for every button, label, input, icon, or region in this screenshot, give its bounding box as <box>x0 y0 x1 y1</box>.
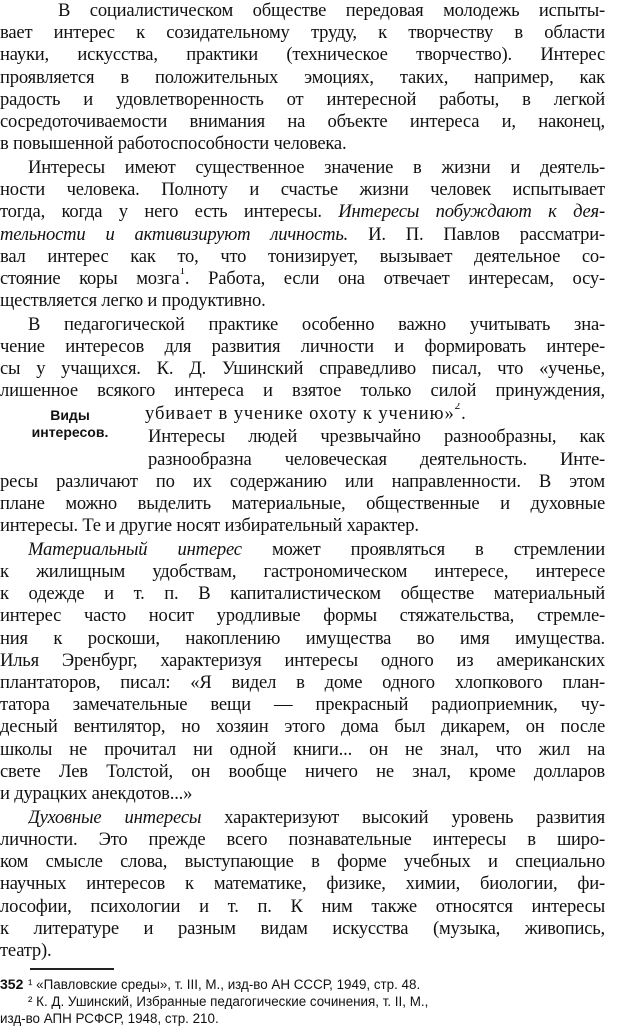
text-line: ществляется легко и продуктивно. <box>0 290 266 312</box>
text-line: ком смысле слова, выступающие в форме учебных и специально <box>0 851 605 873</box>
text-run: характеризуют высокий уровень развития <box>201 806 605 828</box>
text-run: . <box>461 402 467 424</box>
text-line: в повышенной работоспособности человека. <box>0 133 347 155</box>
text-line: сы у учащихся. К. Д. Ушинский справедливо писал, что «ученье, <box>0 358 605 380</box>
text-line: лишенное всякого интереса и взятое только силой принуждения, <box>0 380 605 402</box>
text-line: вает интерес к созидательному труду, к творчеству в области <box>0 22 605 44</box>
text-line: Илья Эренбург, характеризуя интересы одного из американских <box>0 649 605 671</box>
italic-emphasis: тельности и активизируют личность. <box>0 223 349 245</box>
text-line <box>0 268 605 290</box>
text-line: лософии, психологии и т. п. К ним также относятся интересы <box>0 895 605 917</box>
text-line: к жилищным удобствам, гастрономическом интересе, интересе <box>0 561 605 582</box>
text-line: ния к роскоши, накоплению имущества во имя имущества. <box>0 627 605 649</box>
text-run: тогда, когда у него есть интересы. <box>0 201 339 223</box>
text-line: науки, искусства, практики (техническое творчество). Интерес <box>0 44 605 66</box>
text-line: свете Лев Толстой, он вообще ничего не знал, кроме долларов <box>0 760 605 782</box>
text-line <box>28 539 605 561</box>
footnote-separator <box>30 968 114 970</box>
footnote-2-continued: изд-во АПН РСФСР, 1948, стр. 210. <box>0 1011 219 1027</box>
italic-term: Материальный интерес <box>28 538 242 560</box>
footnote-1: ¹ «Павловские среды», т. III, М., изд-во АН СССР, 1949, стр. 48. <box>28 977 421 993</box>
text-line: десный вентилятор, но хозяин этого дома был дикарем, он после <box>0 716 605 738</box>
text-line: В педагогической практике особенно важно учитывать зна- <box>28 313 605 335</box>
text-line: интересы. Те и другие носят избирательный характер. <box>0 515 419 537</box>
margin-heading-line: интересов. <box>31 423 109 440</box>
text-line: чение интересов для развития личности и формировать интере- <box>0 336 605 357</box>
text-run: И. П. Павлов рассматри- <box>348 223 605 245</box>
text-run: может проявляться в стремлении <box>241 538 605 560</box>
text-line: школы не прочитал ни одной книги... он не знал, что жил на <box>0 738 605 760</box>
text-line: научных интересов к математике, физике, химии, биологии, фи- <box>0 873 605 895</box>
text-run: стояние коры мозга <box>0 267 180 289</box>
text-line: к одежде и т. п. В капиталистическом обществе материальный <box>0 583 605 605</box>
text-line: и дурацких анекдотов...» <box>0 783 193 804</box>
text-line: к литературе и разным видам искусства (музыка, живопись, <box>0 917 605 939</box>
footnote-ref-2: 2 <box>454 402 462 412</box>
text-line: ресы различают по их содержанию или направленности. В этом <box>0 470 605 492</box>
text-line: театр). <box>0 939 52 961</box>
italic-emphasis: Интересы побуждают к дея- <box>338 201 605 223</box>
text-line: татора замечательные вещи — прекрасный радиоприемник, чу- <box>0 694 605 716</box>
text-run: . Работа, если она отвечает интересам, осу- <box>184 267 605 289</box>
text-line: Интересы имеют существенное значение в жизни и деятель- <box>28 156 605 178</box>
text-line: разнообразна человеческая деятельность. Инте- <box>148 448 605 470</box>
text-line: В социалистическом обществе передовая молодежь испыты- <box>58 0 605 21</box>
text-line: плане можно выделить материальные, общественные и духовные <box>0 492 605 514</box>
footnote-ref-1: 1 <box>179 267 185 277</box>
text-line: сосредоточиваемости внимания на объекте интереса и, наконец, <box>0 111 605 132</box>
text-run: убивает в ученике охоту к учению» <box>145 402 455 424</box>
margin-heading <box>0 407 140 441</box>
page-number: 352 <box>0 976 24 992</box>
text-line: проявляется в положительных эмоциях, таких, например, как <box>0 66 605 88</box>
text-line: Интересы людей чрезвычайно разнообразны, как <box>148 426 605 448</box>
text-line: ности человека. Полноту и счастье жизни человек испытывает <box>0 179 605 201</box>
italic-term: Духовные интересы <box>28 806 202 828</box>
footnote-2: ² К. Д. Ушинский, Избранные педагогические сочинения, т. II, М., <box>28 994 429 1010</box>
text-line: вал интерес как то, что тонизирует, вызывает деятельное со- <box>0 245 605 267</box>
text-line <box>145 403 605 425</box>
margin-heading-line: Виды <box>50 406 90 423</box>
text-line <box>28 807 605 829</box>
text-line <box>0 201 605 223</box>
text-line: личности. Это прежде всего познавательные интересы в широ- <box>0 828 605 850</box>
text-line <box>0 224 605 246</box>
text-line: плантаторов, писал: «Я видел в доме одного хлопкового план- <box>0 672 605 693</box>
text-line: радость и удовлетворенность от интересной работы, в легкой <box>0 88 605 110</box>
text-line: интерес часто носит уродливые формы стяжательства, стремле- <box>0 605 605 627</box>
